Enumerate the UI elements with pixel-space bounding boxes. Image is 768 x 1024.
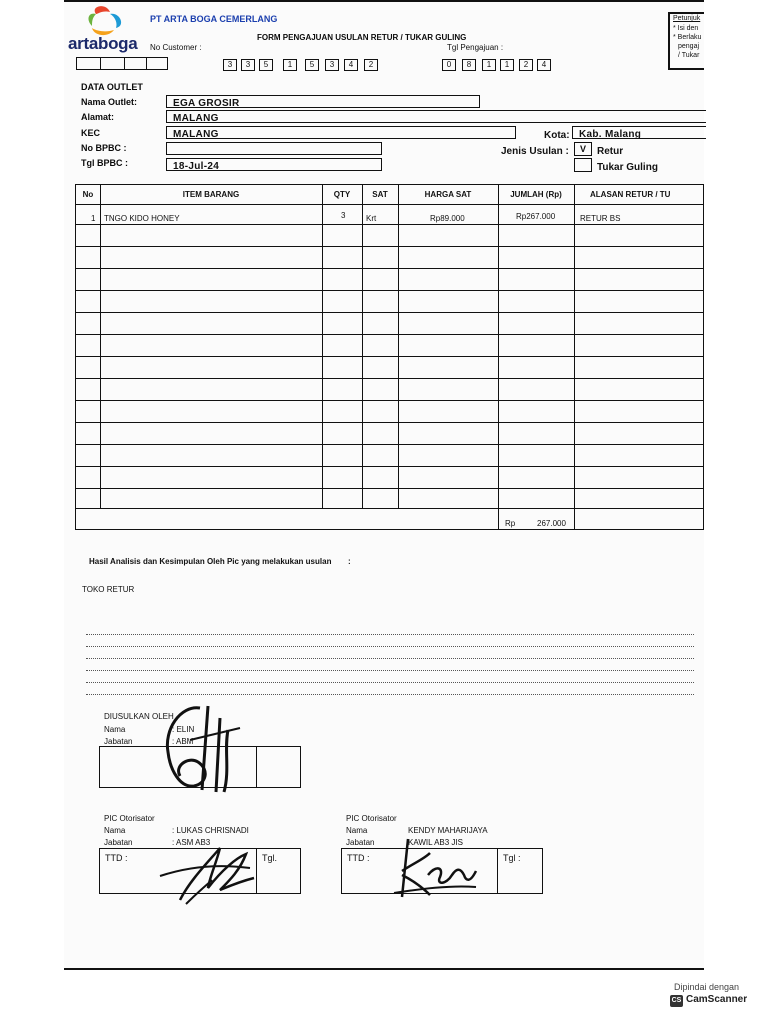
pic1-nama-value: : LUKAS CHRISNADI [172,826,249,835]
petunjuk-line: / Tukar [678,52,700,59]
watermark-line2: CamScanner [686,994,748,1005]
logo-wordmark: artaboga [68,34,138,53]
customer-digit: 5 [305,59,319,71]
dotted-line [86,634,694,636]
petunjuk-box [668,12,704,70]
camscanner-watermark [668,982,760,1012]
jenis-usulan-label: Jenis Usulan : [501,146,569,157]
analysis-colon: : [348,557,351,566]
signature-lukas [150,840,260,910]
data-outlet-heading: DATA OUTLET [81,82,143,92]
petunjuk-line: * Isi den [673,25,699,32]
no-bpbc-field[interactable] [166,142,382,155]
dotted-line [86,694,694,696]
retur-label: Retur [597,146,624,157]
petunjuk-line: pengaj [678,43,700,50]
alamat-value: MALANG [173,113,219,123]
pic1-ttd-label: TTD : [105,853,128,863]
tgl-bpbc-label: Tgl BPBC : [81,158,128,168]
pic2-label: PIC Otorisator [346,814,397,823]
customer-digit: 3 [241,59,255,71]
customer-digit: 3 [223,59,237,71]
signature-kendy [380,835,480,905]
row-harga: Rp89.000 [430,214,465,223]
tgl-digit: 0 [442,59,456,71]
analysis-label: Hasil Analisis dan Kesimpulan Oleh Pic yang melakukan usulan [89,557,332,566]
pic2-jabatan-label: Jabatan [346,838,375,847]
bottom-border [64,968,704,970]
tgl-pengajuan-label: Tgl Pengajuan : [447,43,504,52]
pic1-label: PIC Otorisator [104,814,155,823]
pic2-ttd-label: TTD : [347,853,370,863]
nama-outlet-field[interactable] [166,95,480,108]
pic2-nama-label: Nama [346,826,368,835]
tukar-guling-checkbox[interactable] [574,158,592,172]
nama-outlet-label: Nama Outlet: [81,97,138,107]
tgl-digit: 8 [462,59,476,71]
diusulkan-nama-label: Nama [104,725,126,734]
dotted-line [86,646,694,648]
kota-field[interactable] [572,126,706,139]
tgl-digit: 2 [519,59,533,71]
col-header-item: ITEM BARANG [182,190,240,199]
tgl-bpbc-field[interactable] [166,158,382,171]
kec-label: KEC [81,128,101,138]
dotted-line [86,658,694,660]
kec-field[interactable] [166,126,516,139]
analysis-text: TOKO RETUR [82,585,135,594]
pic1-nama-label: Nama [104,826,126,835]
col-header-jumlah: JUMLAH (Rp) [510,190,562,199]
alamat-label: Alamat: [81,112,115,122]
no-customer-label: No Customer : [150,43,202,52]
pic1-jabatan-value: : ASM AB3 [172,838,211,847]
customer-digit: 2 [364,59,378,71]
row-no: 1 [91,214,96,223]
row-alasan: RETUR BS [580,214,621,223]
diusulkan-jabatan-label: Jabatan [104,737,133,746]
camscanner-icon: CS [670,995,683,1007]
customer-prefix-box [76,57,168,70]
row-sat: Krt [366,214,377,223]
row-qty: 3 [341,211,346,220]
diusulkan-jabatan-value: : ABM [172,737,194,746]
row-item: TNGO KIDO HONEY [104,214,180,223]
tgl-digit: 1 [482,59,496,71]
form-title: FORM PENGAJUAN USULAN RETUR / TUKAR GULING [257,33,467,42]
total-prefix: Rp [505,519,516,528]
items-table [75,184,704,530]
retur-checkbox[interactable]: V [574,142,592,156]
company-logo [66,4,146,54]
petunjuk-title: Petunjuk [673,15,701,22]
pic2-jabatan-value: KAWIL AB3 JIS [408,838,463,847]
kota-label: Kota: [544,130,570,141]
customer-digit: 5 [259,59,273,71]
col-header-harga: HARGA SAT [424,190,472,199]
pic2-nama-value: KENDY MAHARIJAYA [408,826,488,835]
watermark-line1: Dipindai dengan [674,982,740,992]
customer-digit: 1 [283,59,297,71]
dotted-line [86,670,694,672]
pic1-tgl-label: Tgl. [262,853,278,863]
total-value: 267.000 [537,519,566,528]
top-border [64,0,704,2]
tukar-guling-label: Tukar Guling [597,162,658,173]
pic1-jabatan-label: Jabatan [104,838,133,847]
company-name: PT ARTA BOGA CEMERLANG [150,14,278,24]
tgl-bpbc-value: 18-Jul-24 [173,161,220,171]
customer-digit: 3 [325,59,339,71]
petunjuk-line: * Berlaku [673,34,702,41]
col-header-no: No [82,190,94,199]
col-header-alasan: ALASAN RETUR / TU [590,190,671,199]
col-header-sat: SAT [372,190,388,199]
diusulkan-label: DIUSULKAN OLEH [104,712,174,721]
signature-elin [150,700,260,800]
nama-outlet-value: EGA GROSIR [173,98,240,108]
diusulkan-nama-value: : ELIN [172,725,195,734]
pic2-tgl-label: Tgl : [503,853,521,863]
dotted-line [86,682,694,684]
tgl-digit: 1 [500,59,514,71]
no-bpbc-label: No BPBC : [81,143,127,153]
customer-digit: 4 [344,59,358,71]
kota-value: Kab. Malang [579,129,642,139]
tgl-digit: 4 [537,59,551,71]
row-jumlah: Rp267.000 [516,212,556,221]
alamat-field[interactable] [166,110,706,123]
col-header-qty: QTY [333,190,351,199]
kec-value: MALANG [173,129,219,139]
